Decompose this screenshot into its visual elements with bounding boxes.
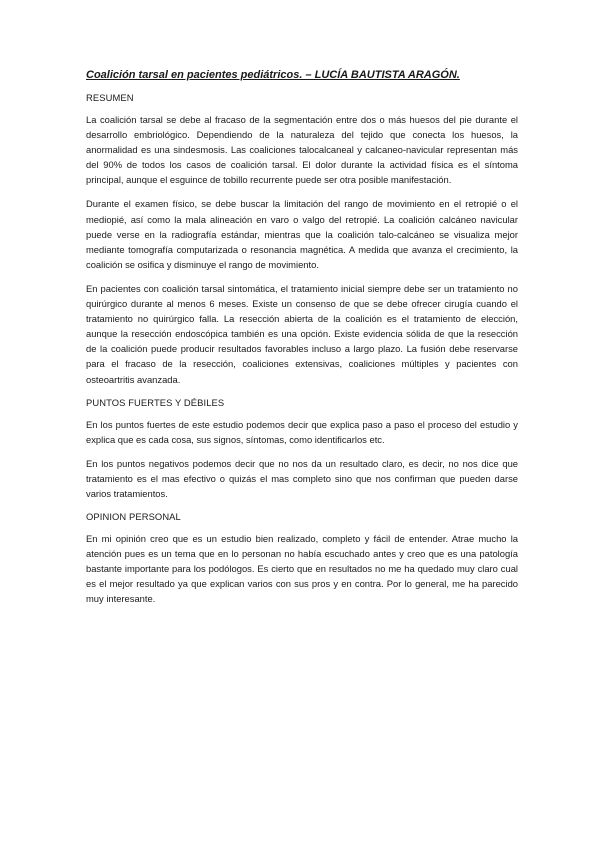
section-puntos-fuertes-debiles bbox=[86, 396, 518, 501]
paragraph: Durante el examen físico, se debe buscar la limitación del rango de movimiento en el retropié o el mediopié, así como la mala alineación en varo o valgo del retropié. La coalición calcáneo navicular puede verse en la radiografía estándar, mientras que la coalición talo-calcáneo se visualiza mejor mediante tomografía computarizada o resonancia magnética. A medida que avanza el crecimiento, la coalición se osifica y disminuye el rango de movimiento. bbox=[86, 198, 518, 270]
section-opinion-personal bbox=[86, 510, 518, 606]
section-resumen bbox=[86, 91, 518, 387]
document-title: Coalición tarsal en pacientes pediátricos. – LUCÍA BAUTISTA ARAGÓN. bbox=[86, 69, 460, 81]
paragraph: En los puntos negativos podemos decir que no nos da un resultado claro, es decir, no nos dice que tratamiento es el mas efectivo o quizás el mas completo sino que nos confirman que pueden darse varios tratamientos. bbox=[86, 457, 518, 499]
paragraph: La coalición tarsal se debe al fracaso de la segmentación entre dos o más huesos del pie durante el desarrollo embriológico. Dependiendo de la naturaleza del tejido que conecta los huesos, la anormalidad es una sindesmosis. Las coaliciones talocalcaneal y calcaneo-navicular representan más del 90% de todos los casos de coalición tarsal. El dolor durante la actividad física es el síntoma principal, aunque el esguince de tobillo recurrente puede ser otra posible manifestación. bbox=[86, 114, 518, 186]
section-heading-opinion: OPINION PERSONAL bbox=[86, 511, 181, 523]
paragraph: En pacientes con coalición tarsal sintomática, el tratamiento inicial siempre debe ser un tratamiento no quirúrgico durante al menos 6 meses. Existe un consenso de que se debe ofrecer cirugía cuando el tratamiento no quirúrgico falla. La resección abierta de la coalición es el tratamiento de elección, aunque la resección endoscópica también es una opción. Existe evidencia sólida de que la resección de la coalición puede producir resultados favorables incluso a largo plazo. La fusión debe reservarse para el fracaso de la resección, coaliciones extensivas, coaliciones múltiples y pacientes con osteoartritis avanzada. bbox=[86, 282, 518, 385]
paragraph: En los puntos fuertes de este estudio podemos decir que explica paso a paso el proceso del estudio y explica que es cada cosa, sus signos, síntomas, como identificarlos etc. bbox=[86, 418, 518, 445]
document-page bbox=[86, 68, 518, 616]
paragraph: En mi opinión creo que es un estudio bien realizado, completo y fácil de entender. Atrae mucho la atención pues es un tema que en lo personan no había escuchado antes y creo que es una patología bastante importante para los podólogos. Es cierto que en resultados no me ha quedado muy claro cual es el mejor resultado ya que explican varios con sus pros y en contra. Por lo general, me ha parecido muy interesante. bbox=[86, 533, 518, 605]
section-heading-puntos: PUNTOS FUERTES Y DÉBILES bbox=[86, 396, 225, 408]
section-heading-resumen: RESUMEN bbox=[86, 92, 134, 103]
